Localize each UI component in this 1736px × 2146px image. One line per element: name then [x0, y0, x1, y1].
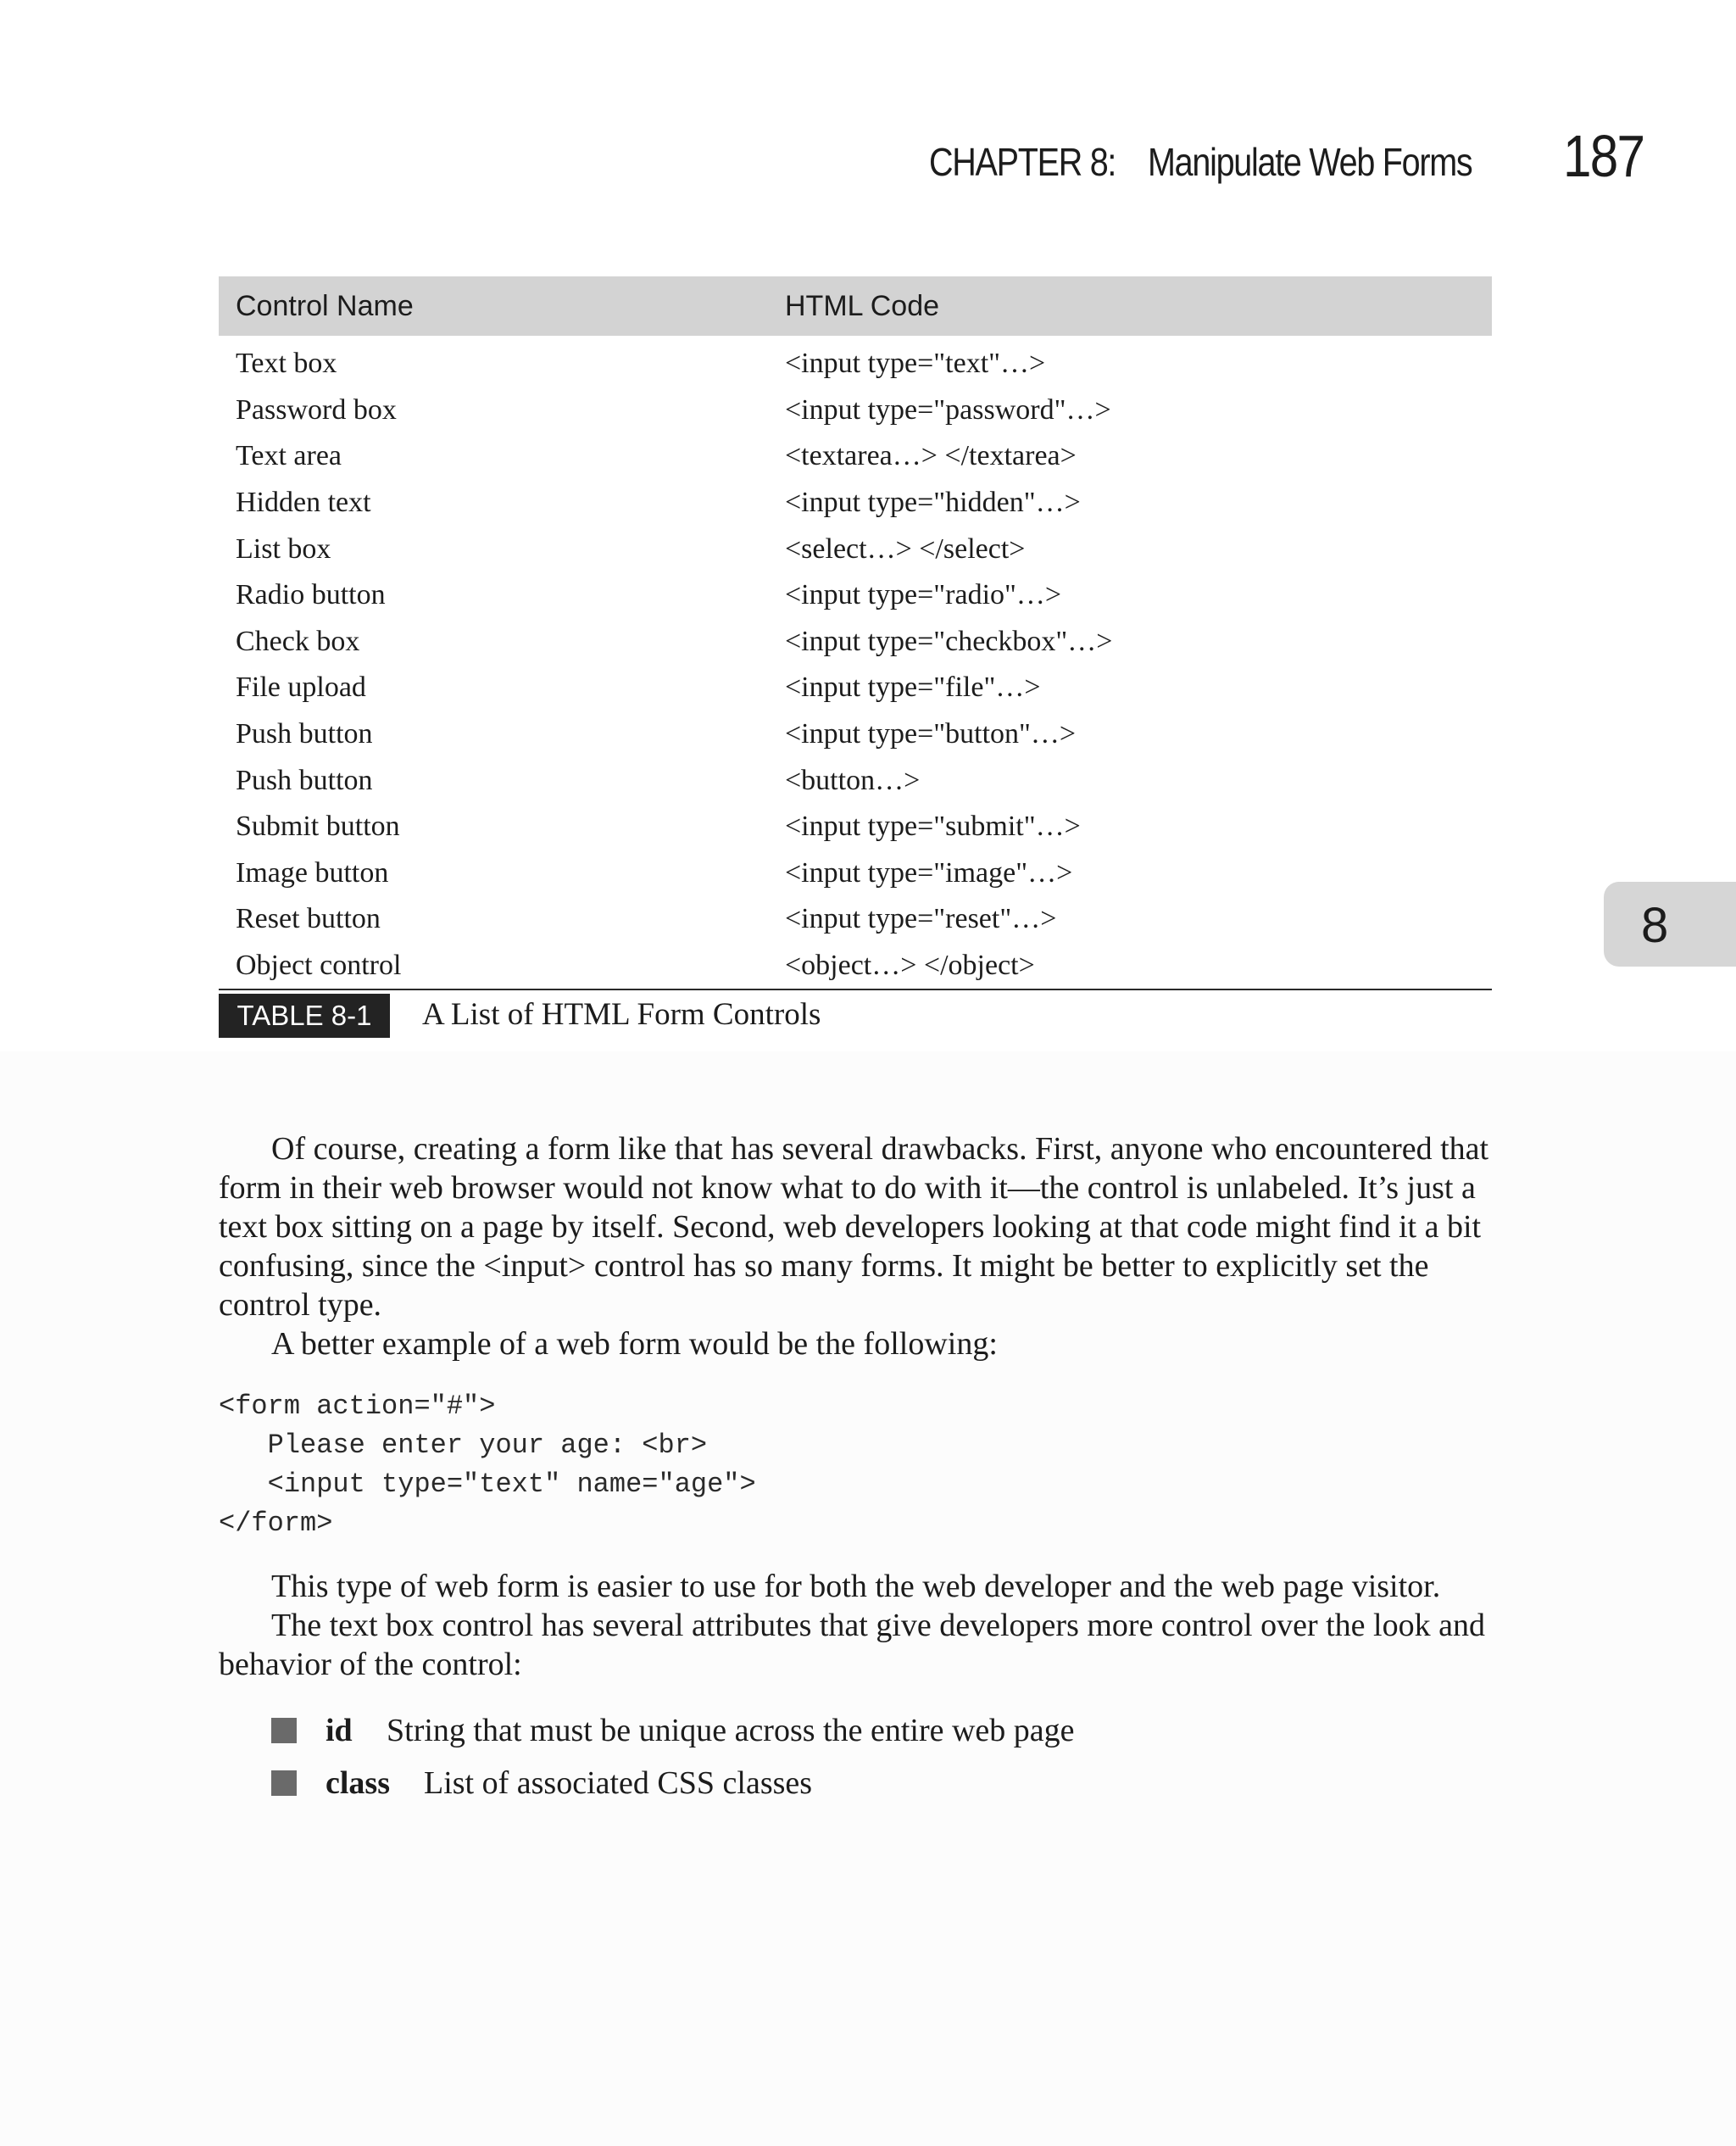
html-code-cell: <button…> — [785, 764, 921, 796]
control-name-cell: Push button — [236, 764, 373, 796]
body-paragraph: Of course, creating a form like that has several drawbacks. First, anyone who encountered that form in their web browser would not know what to do with it—the control is unlabeled. It’s just a text box sitting on a page by itself. Second, web developers looking at that code might find it a bit confusing, since the <input> control has so many forms. It might be better to explicitly set the control type. — [219, 1131, 1489, 1323]
table-row — [219, 804, 1492, 850]
control-name-cell: Object control — [219, 943, 768, 990]
html-code-cell: <object…> </object> — [768, 943, 1492, 990]
table-row — [219, 711, 1492, 758]
html-code-cell: <input type="button"…> — [785, 718, 1077, 750]
table-row — [219, 433, 1492, 480]
control-name-cell: Text box — [236, 348, 337, 380]
column-header-html-code: HTML Code — [768, 276, 1492, 336]
html-code-cell: <input type="submit"…> — [785, 811, 1081, 843]
table-caption — [219, 994, 1492, 1038]
attribute-description: String that must be unique across the entire web page — [387, 1713, 1075, 1748]
html-code-cell: <input type="image"…> — [785, 856, 1073, 889]
control-name-cell: List box — [236, 532, 331, 565]
control-name-cell: Submit button — [236, 811, 400, 843]
control-name-cell: Check box — [236, 625, 360, 657]
column-header-control-name: Control Name — [219, 276, 768, 336]
html-code-cell: <input type="password"…> — [785, 393, 1111, 426]
page-number: 187 — [1563, 123, 1644, 189]
table-row — [219, 757, 1492, 804]
control-name-cell: Text area — [236, 440, 342, 472]
html-code-cell: <textarea…> </textarea> — [785, 440, 1077, 472]
chapter-tab-number: 8 — [1641, 898, 1669, 953]
chapter-title: Manipulate Web Forms — [1148, 140, 1472, 184]
table-row — [219, 526, 1492, 572]
table-row — [219, 572, 1492, 619]
body-paragraph: This type of web form is easier to use for both the web developer and the web page visitor. — [271, 1569, 1441, 1604]
attribute-term: class — [326, 1765, 390, 1801]
html-code-cell: <input type="checkbox"…> — [785, 625, 1113, 657]
control-name-cell: Password box — [236, 393, 397, 426]
html-code-cell: <input type="hidden"…> — [785, 487, 1081, 519]
html-code-cell: <input type="reset"…> — [785, 903, 1057, 935]
control-name-cell: Push button — [236, 718, 373, 750]
form-controls-table — [219, 276, 1492, 990]
table-header-row — [219, 276, 1492, 336]
control-name-cell: Radio button — [236, 579, 386, 611]
html-code-cell: <input type="radio"…> — [785, 579, 1062, 611]
attribute-list — [271, 1711, 1492, 1816]
html-code-cell: <input type="text"…> — [785, 348, 1046, 380]
square-bullet-icon — [271, 1718, 297, 1743]
table-row — [219, 665, 1492, 711]
table-caption-label: TABLE 8-1 — [219, 994, 390, 1038]
table-row — [219, 850, 1492, 897]
attribute-term: id — [326, 1713, 353, 1748]
table-row — [219, 480, 1492, 527]
table-row — [219, 336, 1492, 387]
table-row — [219, 619, 1492, 666]
table-row — [219, 896, 1492, 943]
table-row — [219, 943, 1492, 990]
table-row — [219, 387, 1492, 434]
body-paragraph: The text box control has several attributes that give developers more control over the look and behavior of the control: — [219, 1608, 1485, 1682]
chapter-thumb-tab — [1604, 882, 1736, 967]
control-name-cell: File upload — [236, 672, 366, 704]
list-item — [271, 1764, 1492, 1816]
control-name-cell: Reset button — [236, 903, 381, 935]
html-code-cell: <select…> </select> — [785, 532, 1026, 565]
list-item — [271, 1711, 1492, 1764]
control-name-cell: Image button — [236, 856, 389, 889]
html-code-cell: <input type="file"…> — [785, 672, 1041, 704]
table-caption-text: A List of HTML Form Controls — [422, 997, 821, 1032]
chapter-label: CHAPTER 8: — [929, 140, 1116, 184]
attribute-description: List of associated CSS classes — [424, 1765, 813, 1801]
running-header — [0, 119, 1736, 203]
control-name-cell: Hidden text — [236, 487, 371, 519]
body-paragraph: A better example of a web form would be the following: — [271, 1326, 998, 1362]
square-bullet-icon — [271, 1770, 297, 1796]
code-example: <form action="#"> Please enter your age: <br> <input type="text" name="age"> </form> — [219, 1391, 756, 1539]
